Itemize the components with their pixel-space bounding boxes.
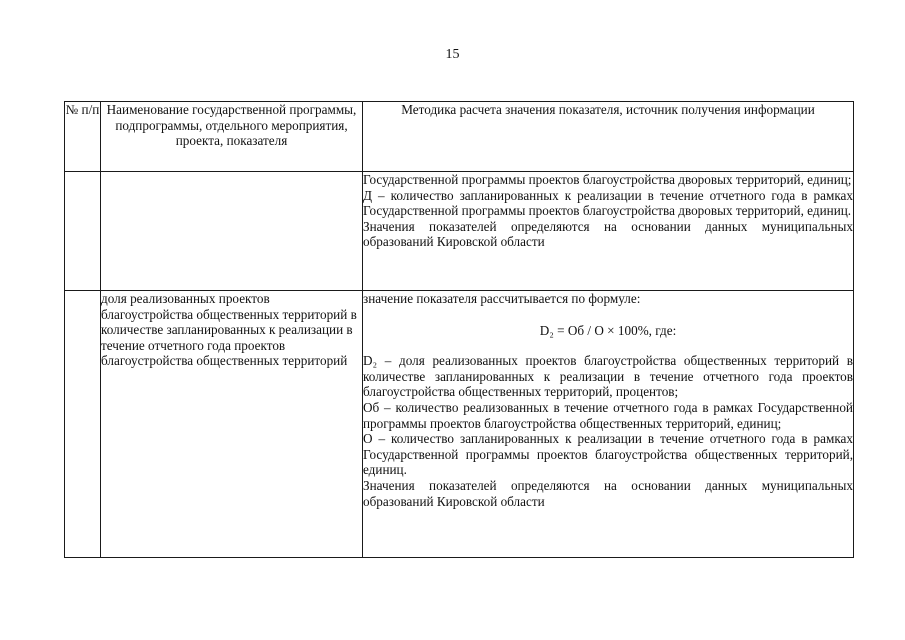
row-number-cell xyxy=(65,172,101,291)
method-line: Значения показателей определяются на основании данных муниципальных образований Кировской области xyxy=(363,477,853,509)
row-number-cell xyxy=(65,291,101,558)
method-cell xyxy=(363,172,854,291)
method-cell xyxy=(363,291,854,558)
header-number: № п/п xyxy=(65,102,101,172)
indicator-name-cell: доля реализованных проектов благоустройства общественных территорий в количестве запланированных к реализации в течение отчетного года проектов благоустройства общественных территорий xyxy=(101,291,363,558)
methodology-table xyxy=(64,101,854,558)
page-number: 15 xyxy=(445,47,460,62)
method-line: О – количество запланированных к реализации в течение отчетного года в рамках Государственной программы проектов благоустройства общественных территорий, единиц. xyxy=(363,431,853,478)
indicator-name-cell xyxy=(101,172,363,291)
header-method: Методика расчета значения показателя, источник получения информации xyxy=(363,102,854,172)
table-header-row xyxy=(65,102,854,172)
table-row xyxy=(65,172,854,291)
table-row xyxy=(65,291,854,558)
method-line: Значения показателей определяются на основании данных муниципальных образований Кировской области xyxy=(363,218,853,250)
method-line: Д – количество запланированных к реализации в течение отчетного года в рамках Государственной программы проектов благоустройства дворовых территорий, единиц. xyxy=(363,187,853,219)
method-line: Государственной программы проектов благоустройства дворовых территорий, единиц; xyxy=(363,172,852,187)
method-intro: значение показателя рассчитывается по формуле: xyxy=(363,291,641,306)
formula: D₂ = Об / О × 100%, где: xyxy=(539,322,677,338)
header-name: Наименование государственной программы, подпрограммы, отдельного мероприятия, проекта, показателя xyxy=(101,102,363,172)
method-line: Об – количество реализованных в течение отчетного года в рамках Государственной программы проектов благоустройства общественных территорий, единиц; xyxy=(363,399,853,431)
method-line: D₂ – доля реализованных проектов благоустройства общественных территорий в количестве запланированных к реализации в течение отчетного года проектов благоустройства общественных территорий, процентов; xyxy=(363,353,853,400)
